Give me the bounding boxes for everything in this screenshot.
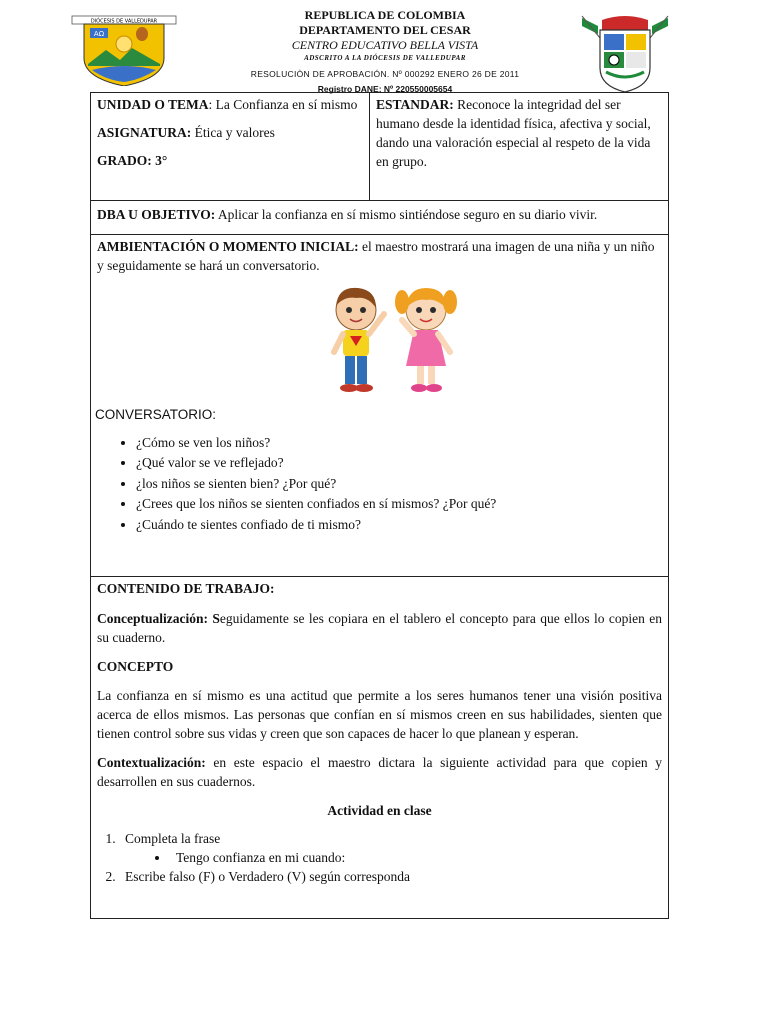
objective-value: Aplicar la confianza en sí mismo sintiéndose seguro en su diario vivir. xyxy=(215,207,598,222)
conceptualization-label: Conceptualización: S xyxy=(97,611,220,626)
school-crest-logo xyxy=(576,12,674,94)
content-cell xyxy=(90,576,669,919)
conceptualization-text: eguidamente se les copiara en el tablero el concepto para que ellos lo copien en su cuaderno. xyxy=(97,611,662,645)
objective-cell xyxy=(90,200,669,235)
content-title: CONTENIDO DE TRABAJO: xyxy=(97,581,275,596)
standard-label: ESTANDAR: xyxy=(376,97,454,112)
subject-value: Ética y valores xyxy=(191,125,275,140)
warmup-cell xyxy=(90,234,669,577)
header-dane: Registro DANE: Nº 220550005654 xyxy=(317,84,453,94)
unit-cell xyxy=(90,92,370,201)
header-school: CENTRO EDUCATIVO BELLA VISTA xyxy=(291,38,479,52)
question-item: • ¿Qué valor se ve reflejado? xyxy=(136,453,496,472)
activity-title: Actividad en clase xyxy=(327,803,432,818)
activity-subitem: • Tengo confianza en mi cuando: xyxy=(170,848,662,867)
warmup-value: el maestro mostrará una imagen de una niña y un niño y seguidamente se hará un conversatorio. xyxy=(97,239,655,273)
concept-title: CONCEPTO xyxy=(97,659,174,674)
objective-label: DBA U OBJETIVO: xyxy=(97,207,216,222)
concept-text: La confianza en sí mismo es una actitud que permite a los seres humanos tener una visión positiva acerca de ellos mismos. Las personas que confían en sí mismos creen en sus habilidades, sienten que tienen control sobre sus vidas y creen que son capaces de hacer lo que planean y esperan. xyxy=(97,688,662,741)
question-item: • ¿Crees que los niños se sienten confiados en sí mismos? ¿Por qué? xyxy=(136,494,496,513)
diocese-shield-logo xyxy=(70,14,178,86)
activity-item: 2. Escribe falso (F) o Verdadero (V) según corresponda xyxy=(119,867,662,886)
warmup-label: AMBIENTACIÓN O MOMENTO INICIAL: xyxy=(97,239,359,254)
question-item: • ¿Cómo se ven los niños? xyxy=(136,433,496,452)
logo-caption: DIÓCESIS DE VALLEDUPAR xyxy=(90,18,158,25)
contextualization-label: Contextualización: xyxy=(97,755,206,770)
unit-value: : La Confianza en sí mismo xyxy=(208,97,358,112)
activity-item-text: Completa la frase xyxy=(125,831,221,846)
standard-cell xyxy=(369,92,669,201)
svg-text:ΑΩ: ΑΩ xyxy=(93,30,105,38)
unit-label: UNIDAD O TEMA xyxy=(97,97,209,112)
conversatorio-title: CONVERSATORIO: xyxy=(95,407,217,422)
header-department: DEPARTAMENTO DEL CESAR xyxy=(299,23,471,37)
subject-label: ASIGNATURA: xyxy=(97,125,192,140)
contextualization-text: en este espacio el maestro dictara la siguiente actividad para que copien y desarrollen en sus cuadernos. xyxy=(97,755,662,789)
grade-label: GRADO: 3° xyxy=(97,153,168,168)
header-republic: REPUBLICA DE COLOMBIA xyxy=(304,8,466,22)
standard-value: Reconoce la integridad del ser humano desde la identidad física, afectiva y social, dando una valoración especial al respeto de la vida en grupo. xyxy=(376,97,651,169)
children-illustration xyxy=(316,280,476,398)
question-list xyxy=(91,433,496,535)
activity-sublist xyxy=(125,848,662,867)
header-diocese: ADSCRITO A LA DIÓCESIS DE VALLEDUPAR xyxy=(304,54,466,62)
question-item: • ¿Cuándo te sientes confiado de ti mismo? xyxy=(136,515,496,534)
document-header xyxy=(0,0,768,94)
activity-item xyxy=(119,829,662,867)
activity-list xyxy=(97,829,662,886)
header-resolution: RESOLUCIÒN DE APROBACIÓN. Nº 000292 ENERO 26 DE 2011 xyxy=(250,69,520,79)
question-item: • ¿los niños se sienten bien? ¿Por qué? xyxy=(136,474,496,493)
